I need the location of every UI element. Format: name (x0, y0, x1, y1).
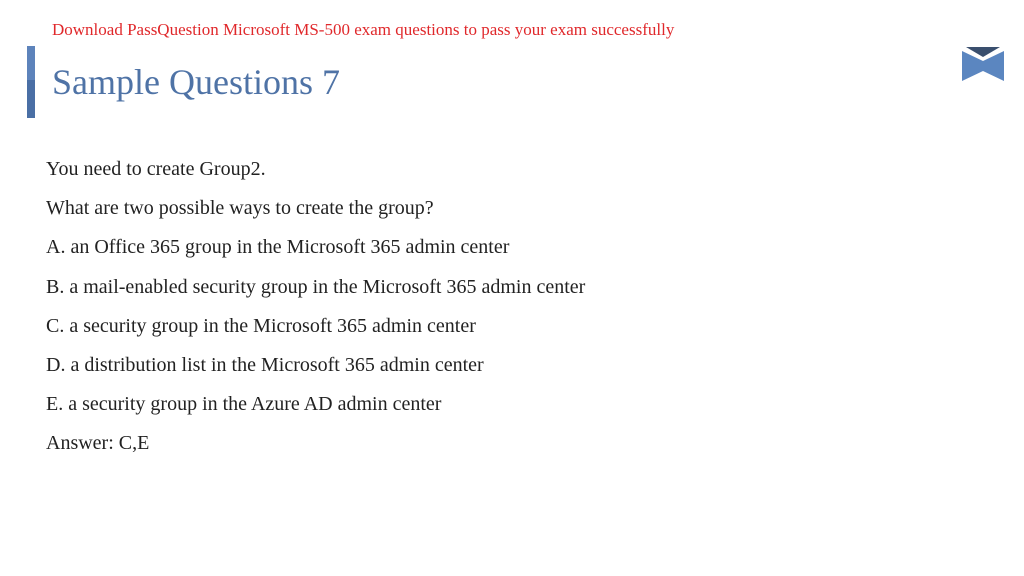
title-accent-bar (27, 46, 35, 118)
question-content (46, 150, 986, 464)
option-a: A. an Office 365 group in the Microsoft 365 admin center (46, 236, 510, 259)
download-header-link[interactable]: Download PassQuestion Microsoft MS-500 exam questions to pass your exam successfully (52, 20, 675, 39)
answer-line: Answer: C,E (46, 432, 150, 455)
option-e: E. a security group in the Azure AD admin center (46, 393, 442, 416)
question-line: What are two possible ways to create the group? (46, 197, 434, 220)
page-title: Sample Questions 7 (52, 62, 340, 102)
chevron-logo-icon (962, 47, 1004, 83)
question-line: You need to create Group2. (46, 158, 266, 180)
option-d: D. a distribution list in the Microsoft 365 admin center (46, 353, 484, 376)
option-c: C. a security group in the Microsoft 365 admin center (46, 314, 476, 337)
option-b: B. a mail-enabled security group in the Microsoft 365 admin center (46, 275, 586, 298)
